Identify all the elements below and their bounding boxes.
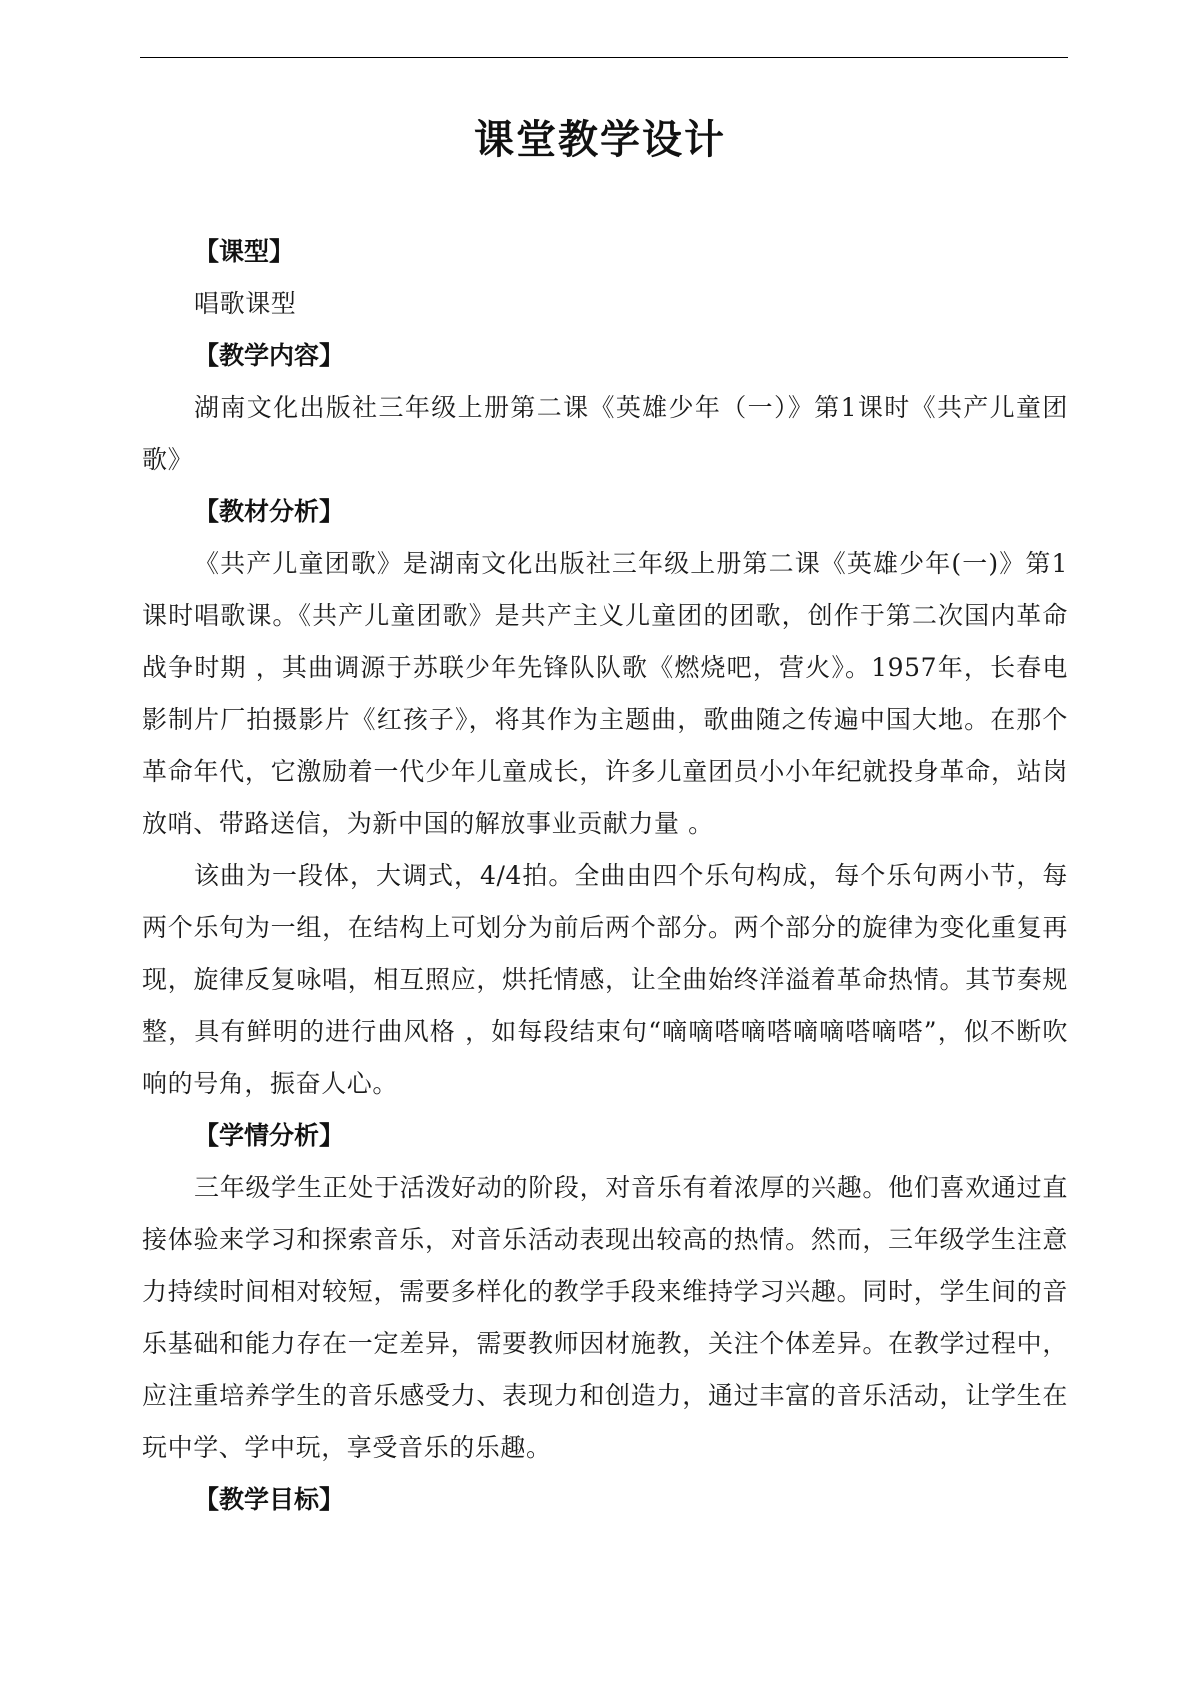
page-title: 课堂教学设计 [474,117,726,163]
paragraph: 唱歌课型 [194,289,297,318]
section-heading: 【教学内容】 [194,341,345,370]
section-heading: 【课型】 [194,237,295,266]
document-body [142,226,1068,1526]
section-student-analysis [142,1110,1068,1474]
section-lesson-type [142,226,1068,330]
section-heading: 【学情分析】 [194,1121,345,1150]
section-teaching-content [142,330,1068,486]
section-teaching-objectives [142,1474,1068,1526]
paragraph: 三年级学生正处于活泼好动的阶段，对音乐有着浓厚的兴趣。他们喜欢通过直接体验来学习和探索音乐，对音乐活动表现出较高的热情。然而，三年级学生注意力持续时间相对较短，需要多样化的教学手段来维持学习兴趣。同时，学生间的音乐基础和能力存在一定差异，需要教师因材施教，关注个体差异。在教学过程中，应注重培养学生的音乐感受力、表现力和创造力，通过丰富的音乐活动，让学生在玩中学、学中玩，享受音乐的乐趣。 [142,1173,1068,1462]
paragraph: 湖南文化出版社三年级上册第二课《英雄少年（一）》第1课时《共产儿童团歌》 [142,393,1068,474]
header-rule [140,57,1068,58]
section-material-analysis [142,486,1068,1110]
section-heading: 【教材分析】 [194,497,345,526]
paragraph: 该曲为一段体，大调式，4/4拍。全曲由四个乐句构成，每个乐句两小节，每两个乐句为一组，在结构上可划分为前后两个部分。两个部分的旋律为变化重复再现，旋律反复咏唱，相互照应，烘托情感，让全曲始终洋溢着革命热情。其节奏规整，具有鲜明的进行曲风格 ，如每段结束句“嘀嘀嗒嘀嗒嘀嘀嗒嘀嗒”，似不断吹响的号角，振奋人心。 [142,861,1068,1098]
section-heading: 【教学目标】 [194,1485,345,1514]
paragraph: 《共产儿童团歌》是湖南文化出版社三年级上册第二课《英雄少年(一)》第1课时唱歌课。《共产儿童团歌》是共产主义儿童团的团歌，创作于第二次国内革命战争时期 ，其曲调源于苏联少年先锋队队歌《燃烧吧，营火》。1957年，长春电影制片厂拍摄影片《红孩子》，将其作为主题曲，歌曲随之传遍中国大地。在那个革命年代，它激励着一代少年儿童成长，许多儿童团员小小年纪就投身革命，站岗放哨、带路送信，为新中国的解放事业贡献力量 。 [142,549,1068,838]
